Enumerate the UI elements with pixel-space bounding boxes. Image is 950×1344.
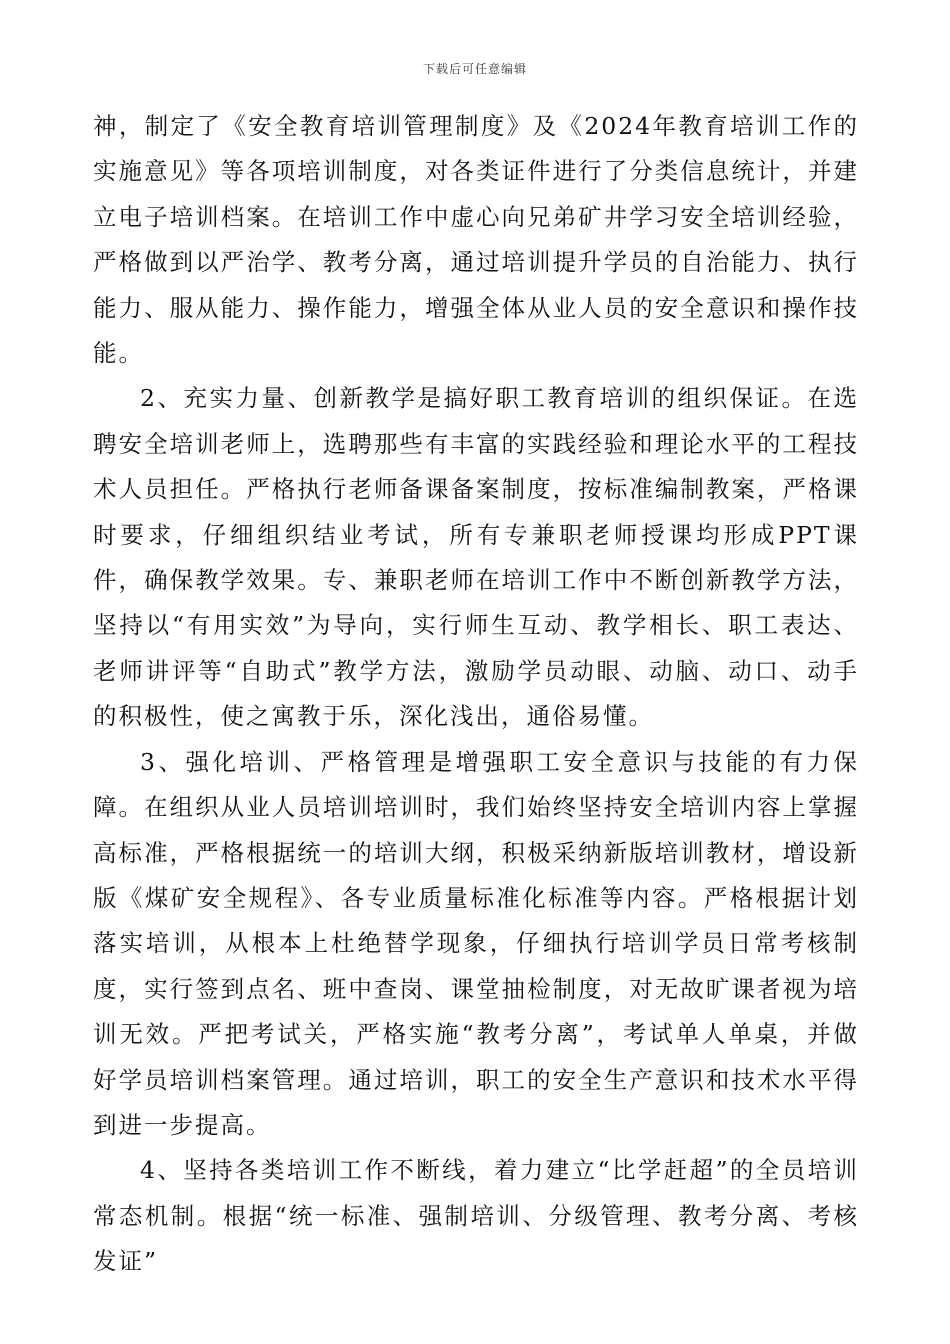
page-header: 下载后可任意编辑 (422, 62, 527, 76)
paragraph-continued: 神，制定了《安全教育培训管理制度》及《2024年教育培训工作的实施意见》等各项培训制度，对各类证件进行了分类信息统计，并建立电子培训档案。在培训工作中虚心向兄弟矿井学习安全培训经验，严格做到以严治学、教考分离，通过培训提升学员的自治能力、执行能力、服从能力、操作能力，增强全体从业人员的安全意识和操作技能。 (93, 112, 859, 368)
paragraph-item-3: 3、强化培训、严格管理是增强职工安全意识与技能的有力保障。在组织从业人员培训培训时，我们始终坚持安全培训内容上掌握高标准，严格根据统一的培训大纲，积极采纳新版培训教材，增设新版《煤矿安全规程》、各专业质量标准化标准等内容。严格根据计划落实培训，从根本上杜绝替学现象，仔细执行培训学员日常考核制度，实行签到点名、班中查岗、课堂抽检制度，对无故旷课者视为培训无效。严把考试关，严格实施“教考分离”，考试单人单桌，并做好学员培训档案管理。通过培训，职工的安全生产意识和技术水平得到进一步提高。 (93, 747, 859, 1139)
paragraph-item-4: 4、坚持各类培训工作不断线，着力建立“比学赶超”的全员培训常态机制。根据“统一标准、强制培训、分级管理、教考分离、考核发证” (93, 1156, 859, 1276)
document-body (93, 104, 859, 1285)
paragraph-item-2: 2、充实力量、创新教学是搞好职工教育培训的组织保证。在选聘安全培训老师上，选聘那些有丰富的实践经验和理论水平的工程技术人员担任。严格执行老师备课备案制度，按标准编制教案，严格课时要求，仔细组织结业考试，所有专兼职老师授课均形成PPT课件，确保教学效果。专、兼职老师在培训工作中不断创新教学方法，坚持以“有用实效”为导向，实行师生互动、教学相长、职工表达、老师讲评等“自助式”教学方法，激励学员动眼、动脑、动口、动手的积极性，使之寓教于乐，深化浅出，通俗易懂。 (93, 384, 859, 731)
